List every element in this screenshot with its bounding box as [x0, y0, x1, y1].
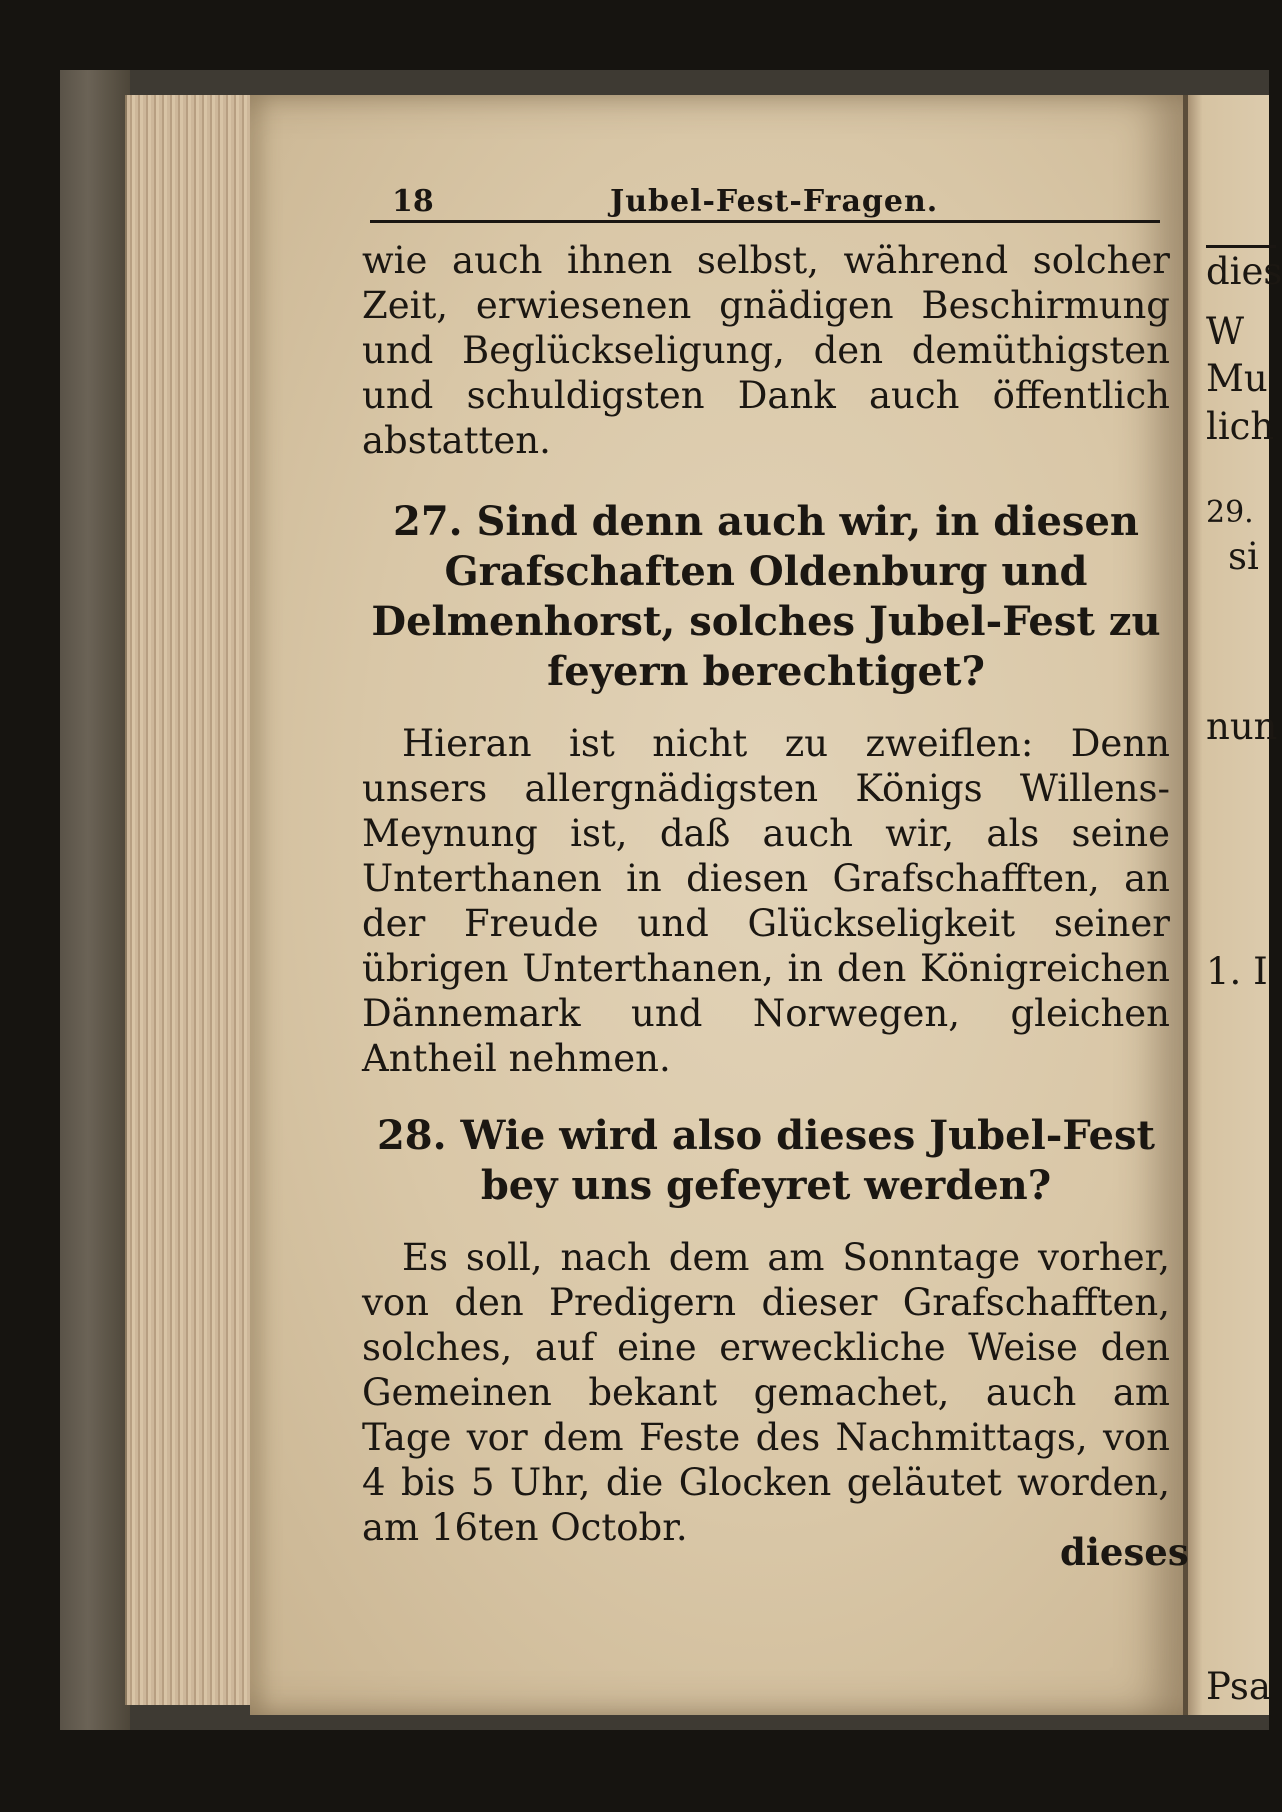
catchword: dieses — [1060, 1530, 1189, 1574]
body-text — [362, 238, 1170, 1580]
answer-28: Es soll, nach dem am Sonntage vorher, von den Predigern dieser Grafschafften, solches, auf eine erweckliche Weise den Gemeinen bekant gemachet, auch am Tage vor dem Feste des Nachmittags, von 4 bis 5 Uhr, die Glocken geläutet worden, am 16ten Octobr. — [362, 1236, 1170, 1549]
page-number: 18 — [392, 184, 434, 219]
question-28: 28. Wie wird also dieses Jubel-Fest bey uns gefeyret werden? — [376, 1112, 1156, 1209]
facing-page-line: lich — [1206, 405, 1275, 448]
facing-page-line: 29. — [1206, 495, 1254, 530]
facing-page-line: nun — [1206, 705, 1278, 748]
facing-page-line: dies — [1206, 250, 1282, 293]
book-cover-edge — [60, 70, 130, 1730]
page-header — [370, 178, 1170, 222]
facing-page-line: W — [1206, 310, 1245, 353]
running-title: Jubel-Fest-Fragen. — [610, 184, 939, 219]
page-edges — [125, 95, 257, 1705]
facing-page-rule — [1206, 245, 1276, 248]
header-rule — [370, 220, 1160, 223]
facing-page-line: Psa — [1206, 1665, 1271, 1708]
answer-27: Hieran ist nicht zu zweiflen: Denn unsers allergnädigsten Königs Willens-Meynung ist, daß auch wir, als seine Unterthanen in diesen Grafschafften, an der Freude und Glückseligkeit seiner übrigen Unterthanen, in den Königreichen Dännemark und Norwegen, gleichen Antheil nehmen. — [362, 722, 1170, 1080]
facing-page — [1188, 95, 1282, 1715]
paragraph-continuation: wie auch ihnen selbst, während solcher Zeit, erwiesenen gnädigen Beschirmung und Beglückseligung, den demüthigsten und schuldigsten Dank auch öffentlich abstatten. — [362, 239, 1170, 462]
facing-page-line: 1. I — [1206, 950, 1268, 993]
facing-page-line: si — [1228, 535, 1259, 578]
facing-page-line: Mu — [1206, 357, 1268, 400]
question-27: 27. Sind denn auch wir, in diesen Grafschaften Oldenburg und Delmenhorst, solches Jubel-Fest zu feyern berechtiget? — [371, 498, 1161, 695]
